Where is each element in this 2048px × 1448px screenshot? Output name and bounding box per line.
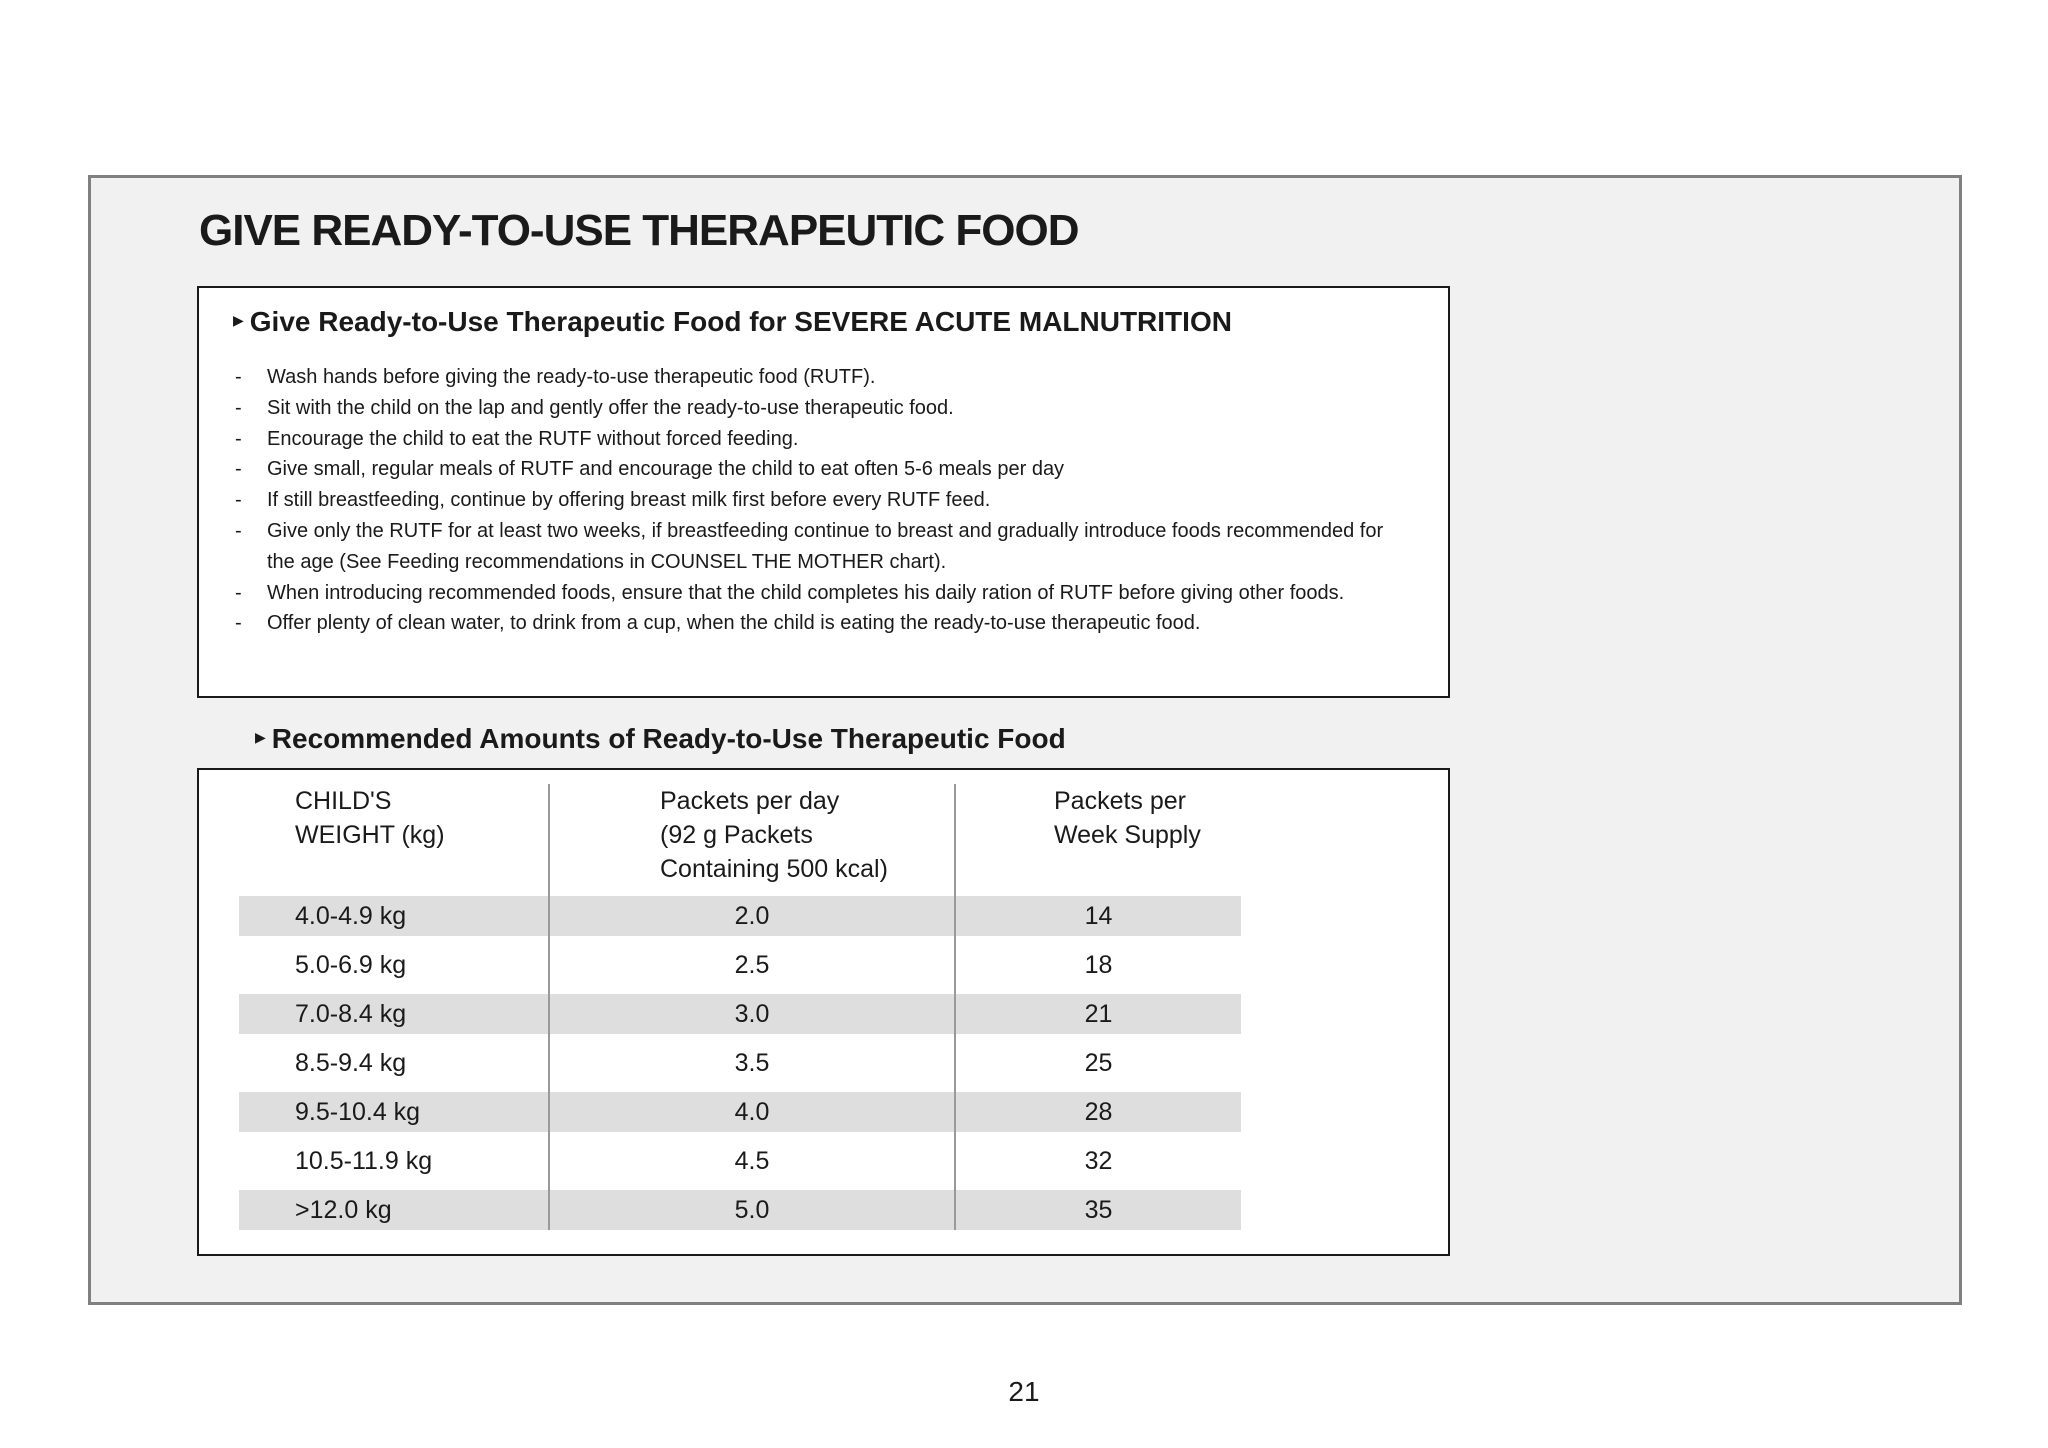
section-heading-instructions: [233, 306, 1232, 338]
rutf-amounts-box: [197, 768, 1450, 1256]
packets-per-week-cell: 21: [955, 994, 1241, 1034]
header-line: Packets per: [1054, 787, 1187, 815]
packets-per-week-cell: 25: [1084, 1048, 1113, 1077]
table-header-row: [239, 784, 1241, 896]
packets-per-day-cell: 3.5: [549, 1043, 955, 1083]
list-item: [235, 362, 1405, 393]
column-header-packets-per-day: [549, 784, 955, 896]
dash-bullet-icon: -: [235, 396, 242, 419]
dash-bullet-icon: -: [235, 458, 242, 481]
packets-per-week-cell: 35: [955, 1190, 1241, 1230]
list-item-text: Wash hands before giving the ready-to-use therapeutic food (RUTF).: [267, 366, 876, 388]
instruction-list: [235, 362, 1405, 639]
weight-cell: >12.0 kg: [239, 1190, 549, 1230]
section-heading-amounts: [255, 723, 1066, 755]
header-line: CHILD'S: [295, 787, 392, 815]
packets-per-day-cell: 5.0: [549, 1190, 955, 1230]
packets-per-week-cell: 32: [1084, 1146, 1113, 1175]
triangle-right-icon: ▶: [233, 312, 244, 328]
page-number: 21: [1008, 1376, 1040, 1407]
packets-per-week-cell: 28: [955, 1092, 1241, 1132]
table-row: [239, 1141, 1241, 1181]
table-wrapper: [239, 784, 1241, 1230]
rutf-instructions-box: [197, 286, 1450, 698]
weight-cell: 9.5-10.4 kg: [239, 1092, 549, 1132]
header-line: Packets per day: [660, 787, 840, 815]
list-item-text: Offer plenty of clean water, to drink from a cup, when the child is eating the ready-to-use therapeutic food.: [267, 612, 1201, 635]
row-spacer: [239, 985, 1241, 994]
list-item: [235, 608, 1405, 639]
content-panel: [88, 175, 1962, 1305]
row-spacer: [239, 1034, 1241, 1043]
packets-per-day-cell: 3.0: [549, 994, 955, 1034]
row-spacer: [239, 1083, 1241, 1092]
row-spacer: [239, 1181, 1241, 1190]
dash-bullet-icon: -: [235, 366, 242, 388]
packets-per-day-cell: 2.0: [549, 896, 955, 936]
packets-per-week-cell: 14: [955, 896, 1241, 936]
page-title: GIVE READY-TO-USE THERAPEUTIC FOOD: [199, 206, 1079, 255]
weight-cell: 5.0-6.9 kg: [239, 945, 549, 985]
list-item: [235, 454, 1405, 485]
weight-cell: 8.5-9.4 kg: [239, 1043, 549, 1083]
list-item-text: Give only the RUTF for at least two weeks, if breastfeeding continue to breast and gradually introduce foods recommended for the age (See Feeding recommendations in COUNSEL THE MOTHER chart).: [267, 519, 1384, 573]
list-item-text: If still breastfeeding, continue by offering breast milk first before every RUTF feed.: [267, 489, 991, 512]
table-row: [239, 1190, 1241, 1230]
packets-per-day-cell: 2.5: [549, 945, 955, 985]
dash-bullet-icon: -: [235, 427, 242, 450]
row-spacer: [239, 1132, 1241, 1141]
weight-cell: 10.5-11.9 kg: [239, 1141, 549, 1181]
packets-per-day-cell: 4.0: [549, 1092, 955, 1132]
dash-bullet-icon: -: [235, 519, 242, 542]
column-header-packets-per-week: [955, 784, 1241, 896]
dash-bullet-icon: -: [235, 612, 242, 635]
header-line: (92 g Packets: [660, 821, 813, 849]
list-item-text: Give small, regular meals of RUTF and encourage the child to eat often 5-6 meals per day: [267, 458, 1065, 481]
table-row: [239, 1043, 1241, 1083]
list-item: [235, 578, 1405, 609]
dash-bullet-icon: -: [235, 581, 242, 604]
header-line: Containing 500 kcal): [660, 855, 888, 883]
table-row: [239, 896, 1241, 936]
table-row: [239, 945, 1241, 985]
weight-cell: 7.0-8.4 kg: [239, 994, 549, 1034]
column-header-weight: [239, 784, 549, 896]
triangle-right-icon: ▶: [255, 729, 266, 745]
header-line: Week Supply: [1054, 821, 1201, 849]
list-item-text: Encourage the child to eat the RUTF without forced feeding.: [267, 427, 799, 450]
list-item: [235, 516, 1405, 578]
packets-per-week-cell: 18: [1084, 950, 1113, 979]
list-item: [235, 393, 1405, 424]
list-item: [235, 424, 1405, 455]
row-spacer: [239, 936, 1241, 945]
table-row: [239, 994, 1241, 1034]
weight-cell: 4.0-4.9 kg: [239, 896, 549, 936]
list-item: [235, 485, 1405, 516]
section-heading-text: Give Ready-to-Use Therapeutic Food for SEVERE ACUTE MALNUTRITION: [249, 306, 1232, 337]
dash-bullet-icon: -: [235, 489, 242, 512]
header-line: WEIGHT (kg): [295, 821, 445, 849]
packets-per-day-cell: 4.5: [549, 1141, 955, 1181]
list-item-text: Sit with the child on the lap and gently offer the ready-to-use therapeutic food.: [267, 396, 954, 419]
table-row: [239, 1092, 1241, 1132]
section-heading-text: Recommended Amounts of Ready-to-Use Therapeutic Food: [271, 723, 1066, 754]
list-item-text: When introducing recommended foods, ensure that the child completes his daily ration of RUTF before giving other foods.: [267, 581, 1345, 604]
rutf-amounts-table: [239, 784, 1241, 1230]
